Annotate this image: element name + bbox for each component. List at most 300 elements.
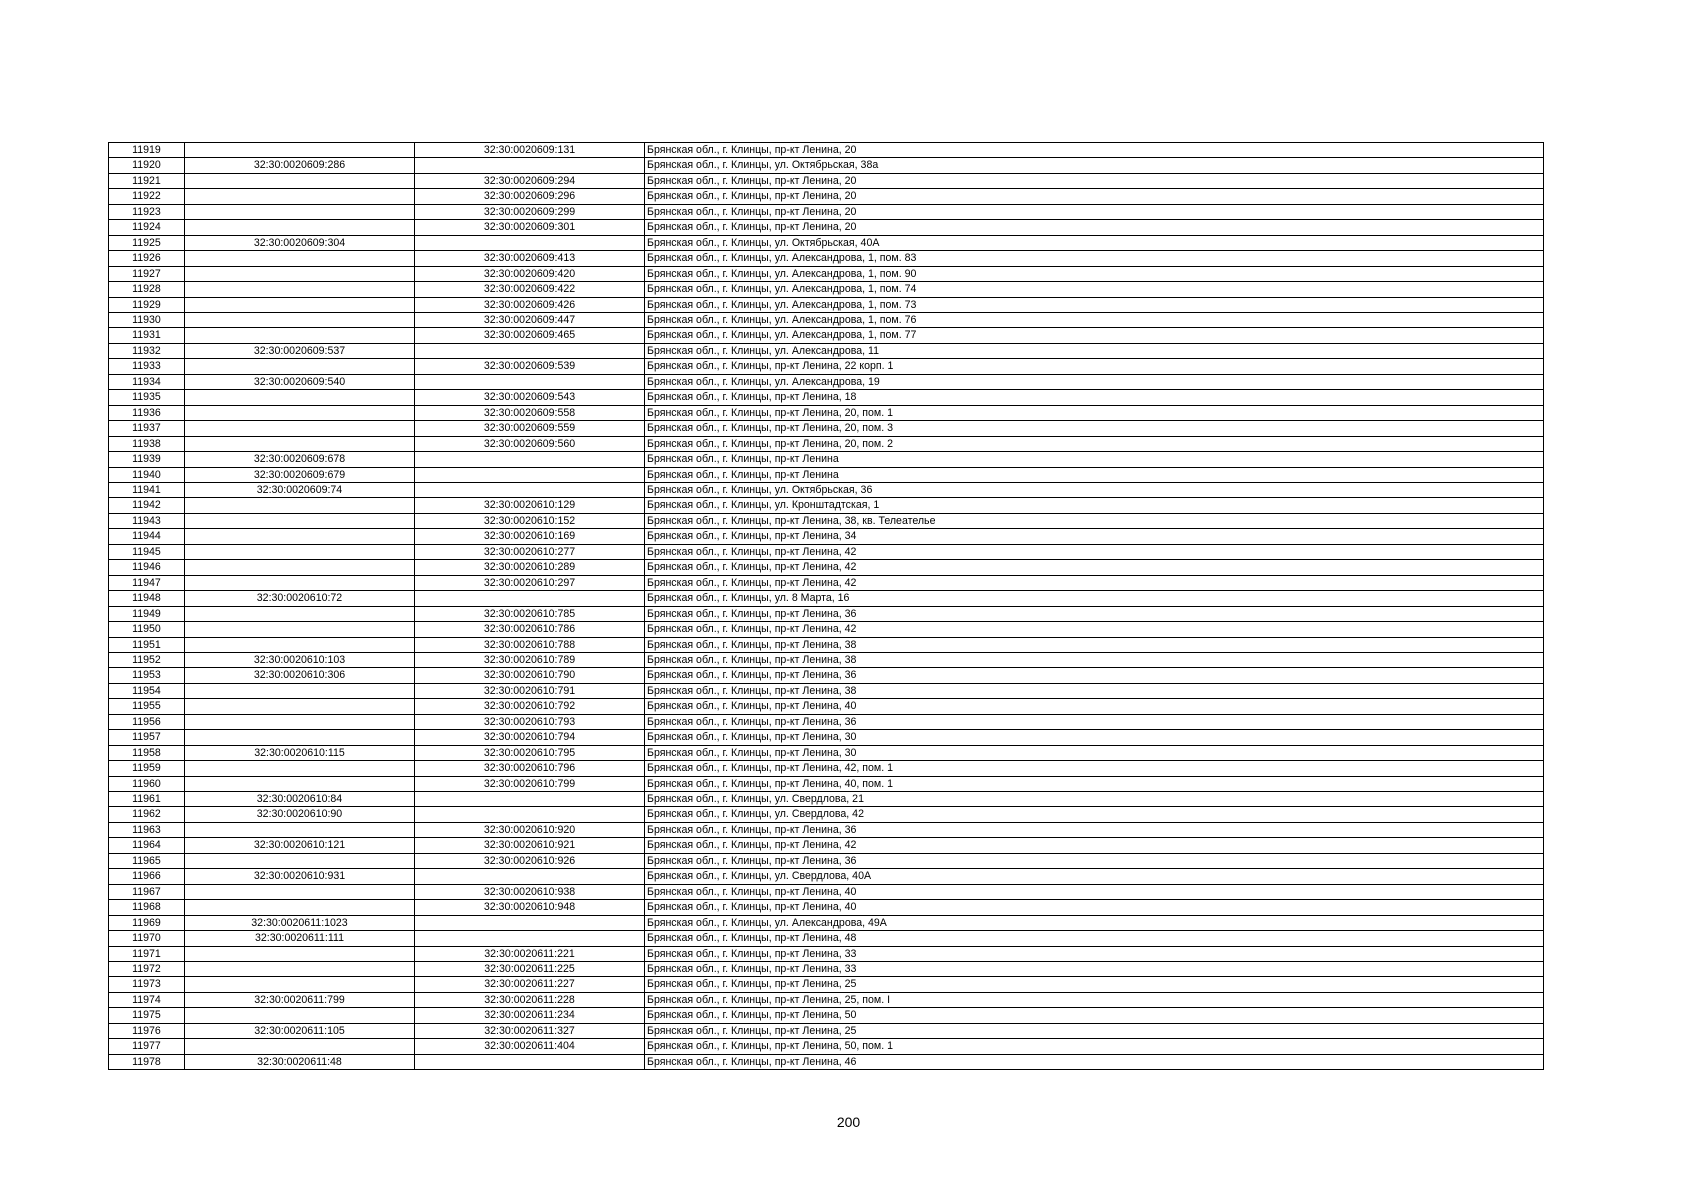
row-number-cell: 11935 xyxy=(109,390,185,405)
address-cell: Брянская обл., г. Клинцы, пр-кт Ленина, 36 xyxy=(645,853,1544,868)
row-number-cell: 11974 xyxy=(109,992,185,1007)
linked-cadastral-number-cell: 32:30:0020609:420 xyxy=(415,266,645,281)
address-cell: Брянская обл., г. Клинцы, пр-кт Ленина, 25 xyxy=(645,1023,1544,1038)
linked-cadastral-number-cell: 32:30:0020609:296 xyxy=(415,189,645,204)
cadastral-number-cell: 32:30:0020611:799 xyxy=(185,992,415,1007)
row-number-cell: 11975 xyxy=(109,1008,185,1023)
row-number-cell: 11929 xyxy=(109,297,185,312)
cadastral-number-cell xyxy=(185,436,415,451)
address-cell: Брянская обл., г. Клинцы, пр-кт Ленина, 20, пом. 1 xyxy=(645,405,1544,420)
table-row xyxy=(109,853,1544,868)
cadastral-number-cell: 32:30:0020609:537 xyxy=(185,343,415,358)
cadastral-number-cell: 32:30:0020609:540 xyxy=(185,374,415,389)
cadastral-number-cell xyxy=(185,822,415,837)
table-row xyxy=(109,977,1544,992)
cadastral-number-cell xyxy=(185,513,415,528)
linked-cadastral-number-cell: 32:30:0020609:294 xyxy=(415,173,645,188)
linked-cadastral-number-cell: 32:30:0020611:225 xyxy=(415,962,645,977)
row-number-cell: 11933 xyxy=(109,359,185,374)
linked-cadastral-number-cell: 32:30:0020609:447 xyxy=(415,312,645,327)
address-cell: Брянская обл., г. Клинцы, ул. Александрова, 1, пом. 90 xyxy=(645,266,1544,281)
table-row xyxy=(109,328,1544,343)
linked-cadastral-number-cell: 32:30:0020609:558 xyxy=(415,405,645,420)
row-number-cell: 11961 xyxy=(109,792,185,807)
address-cell: Брянская обл., г. Клинцы, пр-кт Ленина, 20, пом. 2 xyxy=(645,436,1544,451)
address-cell: Брянская обл., г. Клинцы, пр-кт Ленина, 40 xyxy=(645,884,1544,899)
row-number-cell: 11967 xyxy=(109,884,185,899)
row-number-cell: 11949 xyxy=(109,606,185,621)
row-number-cell: 11919 xyxy=(109,143,185,158)
cadastral-number-cell xyxy=(185,622,415,637)
address-cell: Брянская обл., г. Клинцы, ул. 8 Марта, 16 xyxy=(645,591,1544,606)
address-cell: Брянская обл., г. Клинцы, ул. Свердлова, 21 xyxy=(645,792,1544,807)
address-cell: Брянская обл., г. Клинцы, пр-кт Ленина, 33 xyxy=(645,946,1544,961)
address-cell: Брянская обл., г. Клинцы, пр-кт Ленина, 30 xyxy=(645,745,1544,760)
table-row xyxy=(109,822,1544,837)
linked-cadastral-number-cell: 32:30:0020610:794 xyxy=(415,730,645,745)
linked-cadastral-number-cell: 32:30:0020610:920 xyxy=(415,822,645,837)
table-row xyxy=(109,946,1544,961)
cadastral-number-cell: 32:30:0020609:304 xyxy=(185,235,415,250)
address-cell: Брянская обл., г. Клинцы, пр-кт Ленина, 20, пом. 3 xyxy=(645,421,1544,436)
table-row xyxy=(109,467,1544,482)
table-row xyxy=(109,730,1544,745)
linked-cadastral-number-cell xyxy=(415,343,645,358)
row-number-cell: 11948 xyxy=(109,591,185,606)
linked-cadastral-number-cell: 32:30:0020611:228 xyxy=(415,992,645,1007)
cadastral-number-cell xyxy=(185,421,415,436)
address-cell: Брянская обл., г. Клинцы, ул. Александрова, 1, пом. 83 xyxy=(645,251,1544,266)
row-number-cell: 11958 xyxy=(109,745,185,760)
cadastral-number-cell: 32:30:0020611:105 xyxy=(185,1023,415,1038)
linked-cadastral-number-cell: 32:30:0020611:327 xyxy=(415,1023,645,1038)
cadastral-number-cell: 32:30:0020610:90 xyxy=(185,807,415,822)
row-number-cell: 11966 xyxy=(109,869,185,884)
table-row xyxy=(109,1039,1544,1054)
row-number-cell: 11945 xyxy=(109,544,185,559)
address-cell: Брянская обл., г. Клинцы, пр-кт Ленина, 36 xyxy=(645,606,1544,621)
table-row xyxy=(109,189,1544,204)
linked-cadastral-number-cell: 32:30:0020610:289 xyxy=(415,560,645,575)
cadastral-number-cell xyxy=(185,962,415,977)
address-cell: Брянская обл., г. Клинцы, пр-кт Ленина, 38 xyxy=(645,637,1544,652)
row-number-cell: 11928 xyxy=(109,282,185,297)
linked-cadastral-number-cell: 32:30:0020611:234 xyxy=(415,1008,645,1023)
table-row xyxy=(109,869,1544,884)
linked-cadastral-number-cell: 32:30:0020610:790 xyxy=(415,668,645,683)
table-row xyxy=(109,359,1544,374)
row-number-cell: 11922 xyxy=(109,189,185,204)
linked-cadastral-number-cell: 32:30:0020609:299 xyxy=(415,204,645,219)
cadastral-number-cell xyxy=(185,251,415,266)
cadastral-number-cell: 32:30:0020611:111 xyxy=(185,931,415,946)
table-row xyxy=(109,699,1544,714)
cadastral-number-cell xyxy=(185,884,415,899)
address-cell: Брянская обл., г. Клинцы, пр-кт Ленина, 30 xyxy=(645,730,1544,745)
cadastral-number-cell: 32:30:0020609:286 xyxy=(185,158,415,173)
row-number-cell: 11924 xyxy=(109,220,185,235)
address-cell: Брянская обл., г. Клинцы, пр-кт Ленина, 20 xyxy=(645,204,1544,219)
cadastral-number-cell xyxy=(185,699,415,714)
linked-cadastral-number-cell xyxy=(415,482,645,497)
address-cell: Брянская обл., г. Клинцы, пр-кт Ленина, 40 xyxy=(645,900,1544,915)
row-number-cell: 11950 xyxy=(109,622,185,637)
cadastral-number-cell xyxy=(185,1039,415,1054)
cadastral-number-cell xyxy=(185,312,415,327)
table-row xyxy=(109,529,1544,544)
row-number-cell: 11970 xyxy=(109,931,185,946)
row-number-cell: 11941 xyxy=(109,482,185,497)
table-row xyxy=(109,158,1544,173)
row-number-cell: 11944 xyxy=(109,529,185,544)
address-cell: Брянская обл., г. Клинцы, ул. Александрова, 1, пом. 73 xyxy=(645,297,1544,312)
cadastral-number-cell: 32:30:0020610:306 xyxy=(185,668,415,683)
address-cell: Брянская обл., г. Клинцы, пр-кт Ленина, 36 xyxy=(645,668,1544,683)
cadastral-number-cell: 32:30:0020610:931 xyxy=(185,869,415,884)
table-row xyxy=(109,761,1544,776)
linked-cadastral-number-cell: 32:30:0020610:938 xyxy=(415,884,645,899)
row-number-cell: 11971 xyxy=(109,946,185,961)
linked-cadastral-number-cell: 32:30:0020611:404 xyxy=(415,1039,645,1054)
address-cell: Брянская обл., г. Клинцы, пр-кт Ленина, 42 xyxy=(645,575,1544,590)
linked-cadastral-number-cell: 32:30:0020610:785 xyxy=(415,606,645,621)
linked-cadastral-number-cell: 32:30:0020610:169 xyxy=(415,529,645,544)
table-row xyxy=(109,915,1544,930)
table-row xyxy=(109,962,1544,977)
row-number-cell: 11962 xyxy=(109,807,185,822)
linked-cadastral-number-cell: 32:30:0020609:422 xyxy=(415,282,645,297)
row-number-cell: 11955 xyxy=(109,699,185,714)
cadastral-number-cell xyxy=(185,575,415,590)
linked-cadastral-number-cell xyxy=(415,591,645,606)
cadastral-number-cell: 32:30:0020610:103 xyxy=(185,652,415,667)
row-number-cell: 11930 xyxy=(109,312,185,327)
table-row xyxy=(109,312,1544,327)
row-number-cell: 11951 xyxy=(109,637,185,652)
table-row xyxy=(109,992,1544,1007)
table-row xyxy=(109,513,1544,528)
table-row xyxy=(109,745,1544,760)
table-row xyxy=(109,900,1544,915)
row-number-cell: 11936 xyxy=(109,405,185,420)
row-number-cell: 11931 xyxy=(109,328,185,343)
cadastral-number-cell xyxy=(185,173,415,188)
cadastral-number-cell: 32:30:0020609:74 xyxy=(185,482,415,497)
linked-cadastral-number-cell: 32:30:0020609:426 xyxy=(415,297,645,312)
linked-cadastral-number-cell xyxy=(415,158,645,173)
address-cell: Брянская обл., г. Клинцы, пр-кт Ленина, 38, кв. Телеателье xyxy=(645,513,1544,528)
cadastral-number-cell xyxy=(185,946,415,961)
row-number-cell: 11952 xyxy=(109,652,185,667)
linked-cadastral-number-cell: 32:30:0020611:227 xyxy=(415,977,645,992)
cadastral-number-cell xyxy=(185,977,415,992)
table-row xyxy=(109,792,1544,807)
page-number: 200 xyxy=(836,1114,861,1130)
address-cell: Брянская обл., г. Клинцы, пр-кт Ленина, 33 xyxy=(645,962,1544,977)
row-number-cell: 11965 xyxy=(109,853,185,868)
cadastral-number-cell xyxy=(185,220,415,235)
cadastral-number-cell xyxy=(185,359,415,374)
cadastral-number-cell xyxy=(185,730,415,745)
row-number-cell: 11976 xyxy=(109,1023,185,1038)
linked-cadastral-number-cell: 32:30:0020609:131 xyxy=(415,143,645,158)
address-cell: Брянская обл., г. Клинцы, ул. Александрова, 49А xyxy=(645,915,1544,930)
row-number-cell: 11959 xyxy=(109,761,185,776)
address-cell: Брянская обл., г. Клинцы, пр-кт Ленина, 42 xyxy=(645,622,1544,637)
cadastral-number-cell xyxy=(185,390,415,405)
cadastral-number-cell xyxy=(185,714,415,729)
row-number-cell: 11923 xyxy=(109,204,185,219)
cadastral-number-cell xyxy=(185,405,415,420)
row-number-cell: 11953 xyxy=(109,668,185,683)
row-number-cell: 11977 xyxy=(109,1039,185,1054)
linked-cadastral-number-cell: 32:30:0020609:301 xyxy=(415,220,645,235)
row-number-cell: 11972 xyxy=(109,962,185,977)
linked-cadastral-number-cell xyxy=(415,931,645,946)
table-row xyxy=(109,390,1544,405)
linked-cadastral-number-cell xyxy=(415,915,645,930)
address-cell: Брянская обл., г. Клинцы, пр-кт Ленина, 38 xyxy=(645,652,1544,667)
row-number-cell: 11937 xyxy=(109,421,185,436)
row-number-cell: 11957 xyxy=(109,730,185,745)
cadastral-number-cell xyxy=(185,529,415,544)
address-cell: Брянская обл., г. Клинцы, ул. Александрова, 11 xyxy=(645,343,1544,358)
table-row xyxy=(109,884,1544,899)
address-cell: Брянская обл., г. Клинцы, ул. Александрова, 1, пом. 74 xyxy=(645,282,1544,297)
table-row xyxy=(109,652,1544,667)
linked-cadastral-number-cell: 32:30:0020610:926 xyxy=(415,853,645,868)
cadastral-number-cell xyxy=(185,544,415,559)
table-row xyxy=(109,575,1544,590)
table-row xyxy=(109,560,1544,575)
linked-cadastral-number-cell: 32:30:0020609:413 xyxy=(415,251,645,266)
cadastral-number-cell xyxy=(185,189,415,204)
linked-cadastral-number-cell: 32:30:0020609:543 xyxy=(415,390,645,405)
address-cell: Брянская обл., г. Клинцы, пр-кт Ленина, 18 xyxy=(645,390,1544,405)
row-number-cell: 11973 xyxy=(109,977,185,992)
table-row xyxy=(109,606,1544,621)
address-cell: Брянская обл., г. Клинцы, пр-кт Ленина, 42 xyxy=(645,838,1544,853)
address-cell: Брянская обл., г. Клинцы, пр-кт Ленина, 42 xyxy=(645,544,1544,559)
row-number-cell: 11946 xyxy=(109,560,185,575)
linked-cadastral-number-cell: 32:30:0020609:559 xyxy=(415,421,645,436)
address-cell: Брянская обл., г. Клинцы, пр-кт Ленина, 40, пом. 1 xyxy=(645,776,1544,791)
table-row xyxy=(109,482,1544,497)
row-number-cell: 11939 xyxy=(109,452,185,467)
table-row xyxy=(109,714,1544,729)
table-row xyxy=(109,1054,1544,1069)
row-number-cell: 11978 xyxy=(109,1054,185,1069)
address-cell: Брянская обл., г. Клинцы, пр-кт Ленина, 22 корп. 1 xyxy=(645,359,1544,374)
cadastral-number-cell xyxy=(185,282,415,297)
cadastral-number-cell: 32:30:0020610:84 xyxy=(185,792,415,807)
linked-cadastral-number-cell xyxy=(415,374,645,389)
address-cell: Брянская обл., г. Клинцы, пр-кт Ленина, 36 xyxy=(645,822,1544,837)
row-number-cell: 11925 xyxy=(109,235,185,250)
address-cell: Брянская обл., г. Клинцы, пр-кт Ленина, 20 xyxy=(645,173,1544,188)
linked-cadastral-number-cell: 32:30:0020610:793 xyxy=(415,714,645,729)
table-row xyxy=(109,297,1544,312)
row-number-cell: 11960 xyxy=(109,776,185,791)
table-row xyxy=(109,282,1544,297)
table-row xyxy=(109,374,1544,389)
address-cell: Брянская обл., г. Клинцы, ул. Александрова, 1, пом. 76 xyxy=(645,312,1544,327)
row-number-cell: 11969 xyxy=(109,915,185,930)
linked-cadastral-number-cell: 32:30:0020610:796 xyxy=(415,761,645,776)
address-cell: Брянская обл., г. Клинцы, ул. Кронштадтская, 1 xyxy=(645,498,1544,513)
address-cell: Брянская обл., г. Клинцы, пр-кт Ленина, 40 xyxy=(645,699,1544,714)
table-row xyxy=(109,405,1544,420)
linked-cadastral-number-cell: 32:30:0020610:152 xyxy=(415,513,645,528)
cadastral-number-cell: 32:30:0020609:679 xyxy=(185,467,415,482)
cadastral-number-cell xyxy=(185,606,415,621)
registry-table-body xyxy=(109,143,1544,1070)
linked-cadastral-number-cell xyxy=(415,1054,645,1069)
linked-cadastral-number-cell xyxy=(415,869,645,884)
row-number-cell: 11943 xyxy=(109,513,185,528)
table-row xyxy=(109,235,1544,250)
row-number-cell: 11940 xyxy=(109,467,185,482)
address-cell: Брянская обл., г. Клинцы, пр-кт Ленина, 25, пом. I xyxy=(645,992,1544,1007)
linked-cadastral-number-cell: 32:30:0020609:539 xyxy=(415,359,645,374)
cadastral-number-cell xyxy=(185,761,415,776)
row-number-cell: 11927 xyxy=(109,266,185,281)
table-row xyxy=(109,343,1544,358)
cadastral-number-cell: 32:30:0020609:678 xyxy=(185,452,415,467)
linked-cadastral-number-cell xyxy=(415,235,645,250)
table-row xyxy=(109,544,1544,559)
table-row xyxy=(109,776,1544,791)
row-number-cell: 11964 xyxy=(109,838,185,853)
table-row xyxy=(109,1008,1544,1023)
table-row xyxy=(109,204,1544,219)
address-cell: Брянская обл., г. Клинцы, пр-кт Ленина xyxy=(645,452,1544,467)
table-row xyxy=(109,622,1544,637)
cadastral-number-cell: 32:30:0020611:48 xyxy=(185,1054,415,1069)
cadastral-number-cell: 32:30:0020610:72 xyxy=(185,591,415,606)
cadastral-number-cell xyxy=(185,683,415,698)
row-number-cell: 11947 xyxy=(109,575,185,590)
cadastral-number-cell xyxy=(185,853,415,868)
row-number-cell: 11968 xyxy=(109,900,185,915)
address-cell: Брянская обл., г. Клинцы, пр-кт Ленина, 20 xyxy=(645,143,1544,158)
linked-cadastral-number-cell: 32:30:0020610:277 xyxy=(415,544,645,559)
address-cell: Брянская обл., г. Клинцы, пр-кт Ленина, 25 xyxy=(645,977,1544,992)
address-cell: Брянская обл., г. Клинцы, пр-кт Ленина, 34 xyxy=(645,529,1544,544)
table-row xyxy=(109,1023,1544,1038)
cadastral-number-cell xyxy=(185,1008,415,1023)
row-number-cell: 11954 xyxy=(109,683,185,698)
linked-cadastral-number-cell: 32:30:0020610:795 xyxy=(415,745,645,760)
cadastral-number-cell xyxy=(185,266,415,281)
linked-cadastral-number-cell: 32:30:0020610:786 xyxy=(415,622,645,637)
linked-cadastral-number-cell: 32:30:0020610:792 xyxy=(415,699,645,714)
row-number-cell: 11926 xyxy=(109,251,185,266)
table-row xyxy=(109,668,1544,683)
registry-table xyxy=(108,142,1544,1070)
linked-cadastral-number-cell: 32:30:0020611:221 xyxy=(415,946,645,961)
table-row xyxy=(109,220,1544,235)
table-row xyxy=(109,931,1544,946)
row-number-cell: 11956 xyxy=(109,714,185,729)
linked-cadastral-number-cell: 32:30:0020610:788 xyxy=(415,637,645,652)
linked-cadastral-number-cell xyxy=(415,452,645,467)
row-number-cell: 11942 xyxy=(109,498,185,513)
cadastral-number-cell: 32:30:0020611:1023 xyxy=(185,915,415,930)
address-cell: Брянская обл., г. Клинцы, ул. Октябрьская, 38а xyxy=(645,158,1544,173)
cadastral-number-cell xyxy=(185,560,415,575)
cadastral-number-cell: 32:30:0020610:121 xyxy=(185,838,415,853)
table-row xyxy=(109,421,1544,436)
table-row xyxy=(109,807,1544,822)
linked-cadastral-number-cell xyxy=(415,792,645,807)
linked-cadastral-number-cell: 32:30:0020609:465 xyxy=(415,328,645,343)
cadastral-number-cell xyxy=(185,297,415,312)
linked-cadastral-number-cell: 32:30:0020610:948 xyxy=(415,900,645,915)
row-number-cell: 11934 xyxy=(109,374,185,389)
row-number-cell: 11920 xyxy=(109,158,185,173)
address-cell: Брянская обл., г. Клинцы, ул. Свердлова, 42 xyxy=(645,807,1544,822)
table-row xyxy=(109,683,1544,698)
table-row xyxy=(109,173,1544,188)
table-row xyxy=(109,498,1544,513)
cadastral-number-cell: 32:30:0020610:115 xyxy=(185,745,415,760)
address-cell: Брянская обл., г. Клинцы, пр-кт Ленина, 50, пом. 1 xyxy=(645,1039,1544,1054)
address-cell: Брянская обл., г. Клинцы, пр-кт Ленина, 20 xyxy=(645,189,1544,204)
table-row xyxy=(109,591,1544,606)
linked-cadastral-number-cell xyxy=(415,467,645,482)
cadastral-number-cell xyxy=(185,204,415,219)
address-cell: Брянская обл., г. Клинцы, ул. Свердлова, 40А xyxy=(645,869,1544,884)
row-number-cell: 11932 xyxy=(109,343,185,358)
cadastral-number-cell xyxy=(185,776,415,791)
linked-cadastral-number-cell xyxy=(415,807,645,822)
address-cell: Брянская обл., г. Клинцы, пр-кт Ленина, 50 xyxy=(645,1008,1544,1023)
linked-cadastral-number-cell: 32:30:0020610:129 xyxy=(415,498,645,513)
table-row xyxy=(109,452,1544,467)
cadastral-number-cell xyxy=(185,328,415,343)
address-cell: Брянская обл., г. Клинцы, ул. Октябрьская, 36 xyxy=(645,482,1544,497)
address-cell: Брянская обл., г. Клинцы, пр-кт Ленина, 46 xyxy=(645,1054,1544,1069)
address-cell: Брянская обл., г. Клинцы, ул. Октябрьская, 40А xyxy=(645,235,1544,250)
table-row xyxy=(109,637,1544,652)
table-row xyxy=(109,436,1544,451)
row-number-cell: 11921 xyxy=(109,173,185,188)
cadastral-number-cell xyxy=(185,637,415,652)
address-cell: Брянская обл., г. Клинцы, пр-кт Ленина, 20 xyxy=(645,220,1544,235)
table-row xyxy=(109,251,1544,266)
table-row xyxy=(109,266,1544,281)
linked-cadastral-number-cell: 32:30:0020610:789 xyxy=(415,652,645,667)
table-row xyxy=(109,838,1544,853)
linked-cadastral-number-cell: 32:30:0020610:799 xyxy=(415,776,645,791)
cadastral-number-cell xyxy=(185,900,415,915)
linked-cadastral-number-cell: 32:30:0020610:791 xyxy=(415,683,645,698)
linked-cadastral-number-cell: 32:30:0020610:297 xyxy=(415,575,645,590)
cadastral-number-cell xyxy=(185,143,415,158)
address-cell: Брянская обл., г. Клинцы, пр-кт Ленина, 42, пом. 1 xyxy=(645,761,1544,776)
linked-cadastral-number-cell: 32:30:0020609:560 xyxy=(415,436,645,451)
linked-cadastral-number-cell: 32:30:0020610:921 xyxy=(415,838,645,853)
row-number-cell: 11938 xyxy=(109,436,185,451)
table-row xyxy=(109,143,1544,158)
row-number-cell: 11963 xyxy=(109,822,185,837)
address-cell: Брянская обл., г. Клинцы, пр-кт Ленина, 42 xyxy=(645,560,1544,575)
address-cell: Брянская обл., г. Клинцы, ул. Александрова, 1, пом. 77 xyxy=(645,328,1544,343)
address-cell: Брянская обл., г. Клинцы, пр-кт Ленина, 38 xyxy=(645,683,1544,698)
address-cell: Брянская обл., г. Клинцы, пр-кт Ленина, 48 xyxy=(645,931,1544,946)
address-cell: Брянская обл., г. Клинцы, пр-кт Ленина xyxy=(645,467,1544,482)
